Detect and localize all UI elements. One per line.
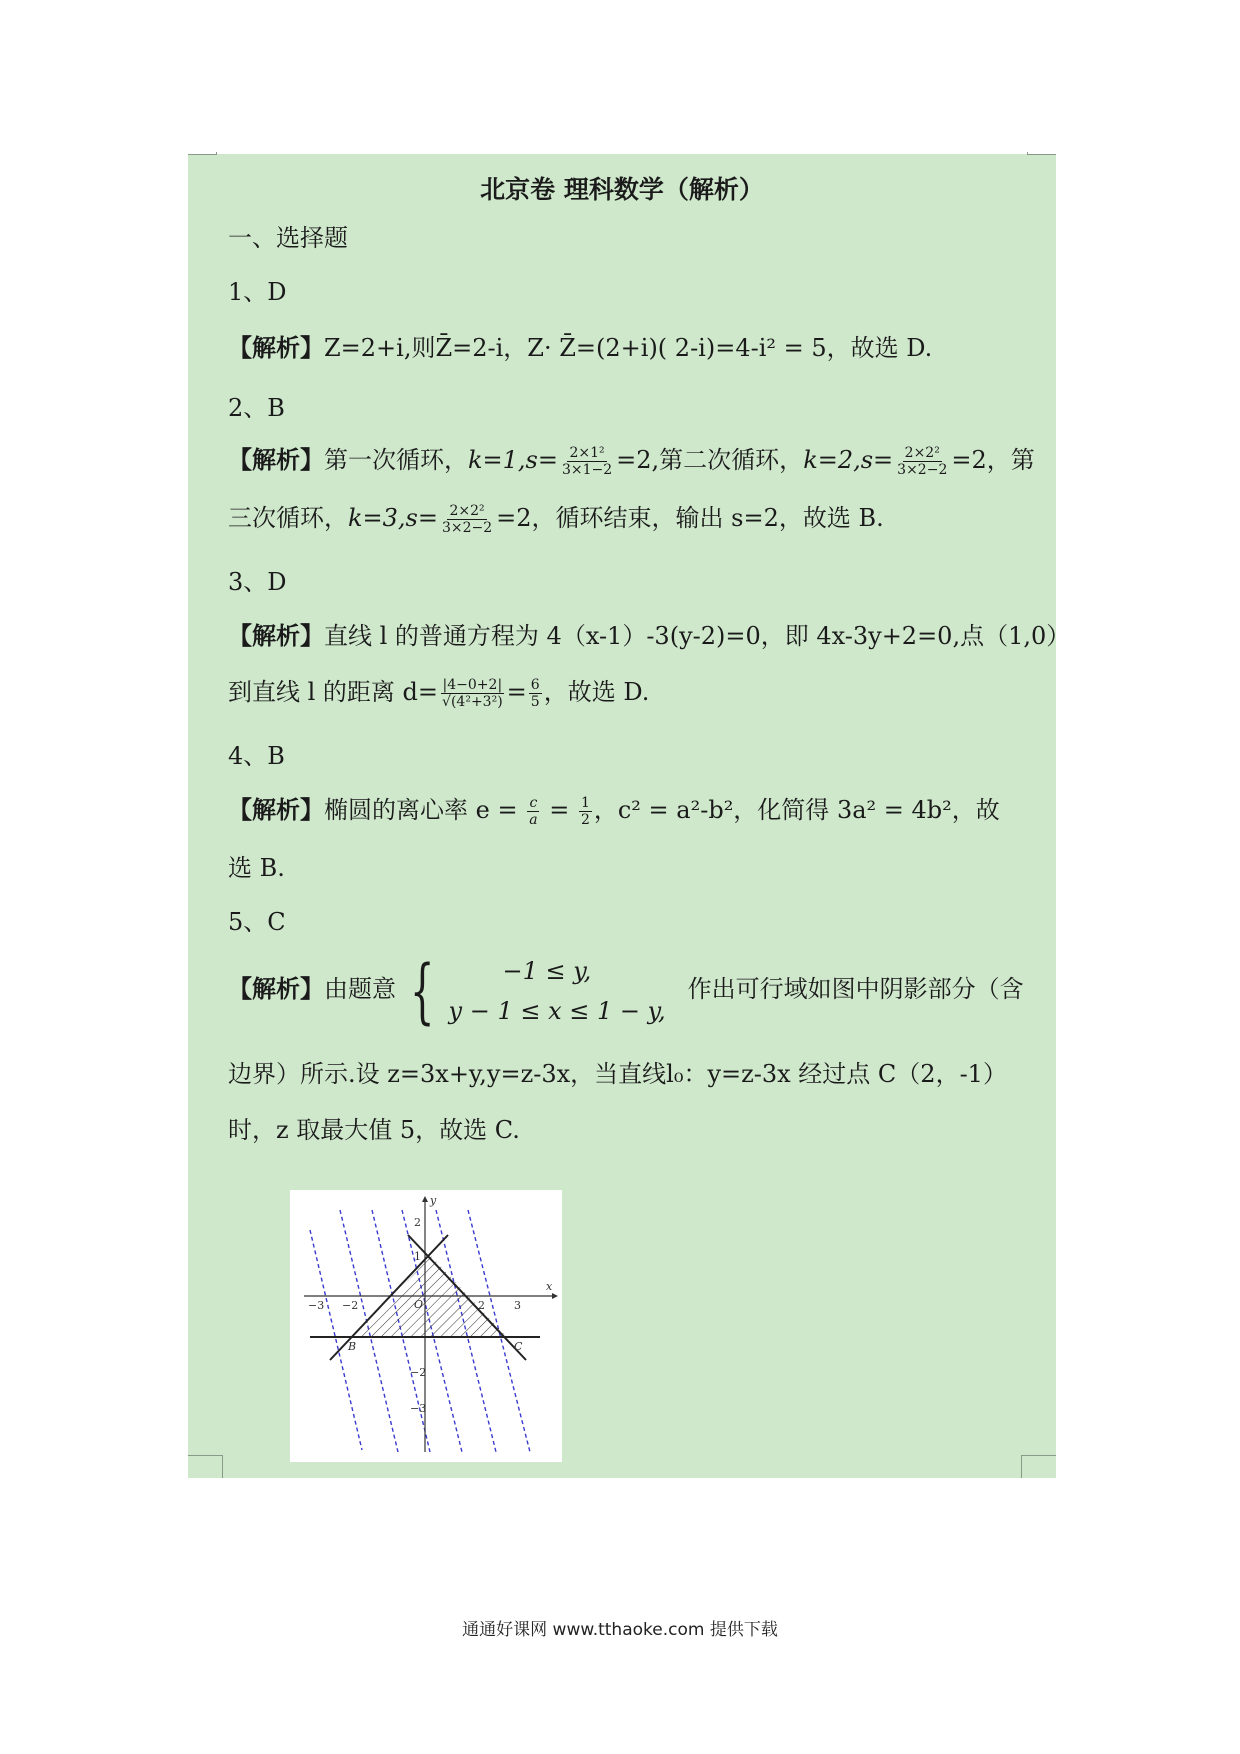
y-tick: −2 [410, 1366, 427, 1379]
q2-analysis-line1 [228, 442, 1035, 478]
x-tick: 2 [478, 1299, 485, 1312]
q3-f2-num: 6 [530, 677, 540, 693]
q2-p4: k=2,s= [803, 446, 894, 474]
q3-answer: 3、D [228, 568, 287, 596]
x-label: x [546, 1280, 553, 1293]
x-tick: −2 [342, 1299, 359, 1312]
q3-f2-den: 5 [530, 694, 540, 710]
q3-f-num: |4−0+2| [442, 677, 503, 693]
system-row-2: y − 1 ≤ x ≤ 1 − y, [448, 996, 666, 1025]
q4-f1-num: c [529, 795, 538, 811]
q4-fraction-1 [527, 795, 539, 828]
analysis-label: 【解析】 [228, 975, 324, 1003]
q2-l2b: k=3,s= [348, 504, 438, 532]
q2-l2a: 三次循环， [228, 504, 348, 532]
page-title: 北京卷 理科数学（解析） [480, 175, 764, 204]
q4-f1-den: a [529, 812, 538, 828]
analysis-label: 【解析】 [228, 334, 324, 362]
q5-answer: 5、C [228, 908, 286, 936]
system-rows [449, 951, 666, 1031]
analysis-label: 【解析】 [228, 446, 324, 474]
system-row-1: −1 ≤ y, [502, 956, 592, 985]
q2-p3: =2,第二次循环， [616, 446, 804, 474]
y-tick: 1 [414, 1250, 421, 1263]
section-heading: 一、选择题 [228, 224, 348, 252]
x-tick: 3 [514, 1299, 521, 1312]
q3-f-den: √(4²+3²) [442, 694, 503, 710]
y-label: y [430, 1194, 437, 1207]
q4-l1c: ，c² = a²-b²，化简得 3a² = 4b²，故 [593, 796, 1000, 824]
footer-credit: 通通好课网 www.tthaoke.com 提供下载 [462, 1620, 778, 1640]
brace-glyph: { [410, 949, 435, 1032]
x-axis-arrow [552, 1293, 558, 1299]
inequality-system [400, 951, 666, 1031]
q3-l2c: ，故选 D. [543, 678, 650, 706]
point-c-label: C [514, 1340, 523, 1353]
crop-mark-top-left [188, 152, 217, 155]
q2-p1: 第一次循环， [324, 446, 468, 474]
q3-analysis-line1 [228, 618, 1070, 654]
q2-f1-num: 2×1² [569, 445, 605, 461]
crop-mark-bottom-left [188, 1455, 223, 1478]
q3-l2b: = [506, 678, 527, 706]
analysis-label: 【解析】 [228, 622, 324, 650]
q4-f2-den: 2 [580, 812, 590, 828]
origin-label: O [414, 1298, 424, 1311]
q5-analysis-line1 [228, 944, 1024, 1034]
q2-p5: =2，第 [951, 446, 1035, 474]
q3-l1: 直线 l 的普通方程为 4（x-1）-3(y-2)=0，即 4x-3y+2=0,点（1,0） [324, 622, 1071, 650]
y-axis-arrow [422, 1196, 428, 1202]
q2-fraction-1 [560, 445, 614, 478]
q4-fraction-2 [579, 795, 592, 828]
q5-analysis-line2: 边界）所示.设 z=3x+y,y=z-3x，当直线l₀：y=z-3x 经过点 C（2，-1） [228, 1060, 1007, 1088]
analysis-label: 【解析】 [228, 796, 324, 824]
q3-analysis-line2 [228, 674, 649, 710]
q5-l1b: 作出可行域如图中阴影部分（含 [687, 975, 1024, 1003]
q4-answer: 4、B [228, 742, 285, 770]
feasible-region-graph [290, 1190, 562, 1462]
q1-answer: 1、D [228, 278, 287, 306]
crop-mark-bottom-right [1021, 1455, 1056, 1478]
q5-analysis-line3: 时，z 取最大值 5，故选 C. [228, 1116, 520, 1144]
feasible-region-figure [290, 1190, 562, 1462]
q2-p2: k=1,s= [468, 446, 558, 474]
q4-analysis-line1 [228, 792, 1000, 828]
q2-f3-num: 2×2² [449, 503, 485, 519]
q2-f2-num: 2×2² [904, 445, 940, 461]
q1-analysis [228, 330, 932, 366]
q5-l1a: 由题意 [324, 975, 396, 1003]
q3-l2a: 到直线 l 的距离 d= [228, 678, 439, 706]
q4-l1a: 椭圆的离心率 e = [324, 796, 526, 824]
y-tick: −3 [410, 1402, 427, 1415]
q4-l1b: = [541, 796, 577, 824]
y-tick: 2 [414, 1216, 421, 1229]
q2-fraction-2 [895, 445, 949, 478]
q1-text: Z=2+i,则Z̄=2-i，Z· Z̄=(2+i)( 2-i)=4-i² = 5，故选 D. [324, 334, 933, 362]
q2-l2c: =2，循环结束，输出 s=2，故选 B. [496, 504, 884, 532]
q4-f2-num: 1 [580, 795, 590, 811]
q4-analysis-line2: 选 B. [228, 854, 285, 882]
crop-mark-top-right [1027, 152, 1056, 155]
q2-f2-den: 3×2−2 [897, 462, 948, 478]
q2-analysis-line2 [228, 500, 884, 536]
q2-answer: 2、B [228, 394, 285, 422]
point-b-label: B [348, 1340, 357, 1353]
q2-fraction-3 [440, 503, 494, 536]
q3-fraction-2 [529, 677, 542, 710]
x-tick: −3 [308, 1299, 325, 1312]
q3-fraction-1 [440, 677, 505, 710]
q2-f3-den: 3×2−2 [441, 520, 493, 536]
q2-f1-den: 3×1−2 [561, 462, 613, 478]
